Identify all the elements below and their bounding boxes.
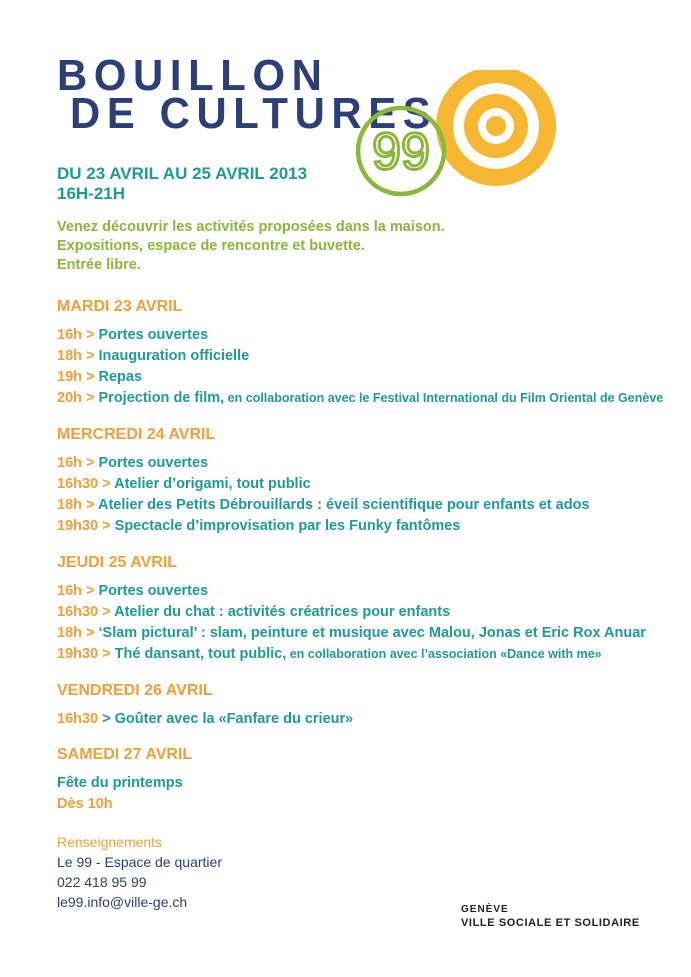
geneve-footer-logo xyxy=(461,904,640,930)
day-block-jeudi xyxy=(57,554,646,665)
schedule-item: Dès 10h xyxy=(57,796,113,812)
day-title: VENDREDI 26 AVRIL xyxy=(57,682,213,699)
intro-line: Expositions, espace de rencontre et buvette. xyxy=(57,238,365,254)
logo-number: 99 xyxy=(372,123,430,181)
info-address: Le 99 - Espace de quartier xyxy=(57,854,222,870)
info-email[interactable]: le99.info@ville-ge.ch xyxy=(57,894,188,910)
intro-line: Venez découvrir les activités proposées dans la maison. xyxy=(57,219,445,235)
day-title: SAMEDI 27 AVRIL xyxy=(57,746,193,763)
event-dates xyxy=(57,164,307,204)
day-title: MARDI 23 AVRIL xyxy=(57,298,183,315)
intro-line: Entrée libre. xyxy=(57,257,141,273)
day-block-mercredi xyxy=(57,426,590,537)
day-block-samedi xyxy=(57,746,192,815)
schedule-item: 18h > Atelier des Petits Débrouillards : éveil scientifique pour enfants et ados xyxy=(57,497,590,513)
schedule-item: 18h > ‘Slam pictural’ : slam, peinture et musique avec Malou, Jonas et Eric Rox Anuar xyxy=(57,625,646,641)
schedule-item: Fête du printemps xyxy=(57,775,183,791)
schedule-item: 16h > Portes ouvertes xyxy=(57,455,209,471)
schedule-item: 16h > Portes ouvertes xyxy=(57,583,209,599)
schedule-item: 20h > Projection de film, en collaboration avec le Festival International du Film Oriental de Genève xyxy=(57,390,664,406)
date-range: DU 23 AVRIL AU 25 AVRIL 2013 xyxy=(57,164,308,183)
day-block-vendredi xyxy=(57,682,353,730)
schedule-item: 16h > Portes ouvertes xyxy=(57,327,209,343)
schedule-item: 19h30 > Thé dansant, tout public, en collaboration avec l’association «Dance with me» xyxy=(57,646,602,662)
day-block-mardi xyxy=(57,298,663,409)
footer-tagline: VILLE SOCIALE ET SOLIDAIRE xyxy=(461,917,640,929)
contact-info xyxy=(57,832,222,912)
bouillon-99-logo xyxy=(356,70,626,200)
schedule-item: 16h30 > Goûter avec la «Fanfare du crieur» xyxy=(57,711,354,727)
info-label: Renseignements xyxy=(57,834,163,850)
schedule-item: 18h > Inauguration officielle xyxy=(57,348,250,364)
intro-text xyxy=(57,218,445,275)
title-line-2: DE CULTURES xyxy=(70,89,438,138)
day-title: MERCREDI 24 AVRIL xyxy=(57,426,216,443)
schedule-item: 16h30 > Atelier du chat : activités créatrices pour enfants xyxy=(57,604,451,620)
footer-city: GENÈVE xyxy=(461,904,509,915)
info-phone: 022 418 95 99 xyxy=(57,874,147,890)
title-line-1: BOUILLON xyxy=(57,51,329,100)
schedule-item: 16h30 > Atelier d’origami, tout public xyxy=(57,476,311,492)
schedule-item: 19h30 > Spectacle d’improvisation par les Funky fantômes xyxy=(57,518,461,534)
event-hours: 16H-21H xyxy=(57,184,126,203)
day-title: JEUDI 25 AVRIL xyxy=(57,554,178,571)
schedule-item: 19h > Repas xyxy=(57,369,143,385)
